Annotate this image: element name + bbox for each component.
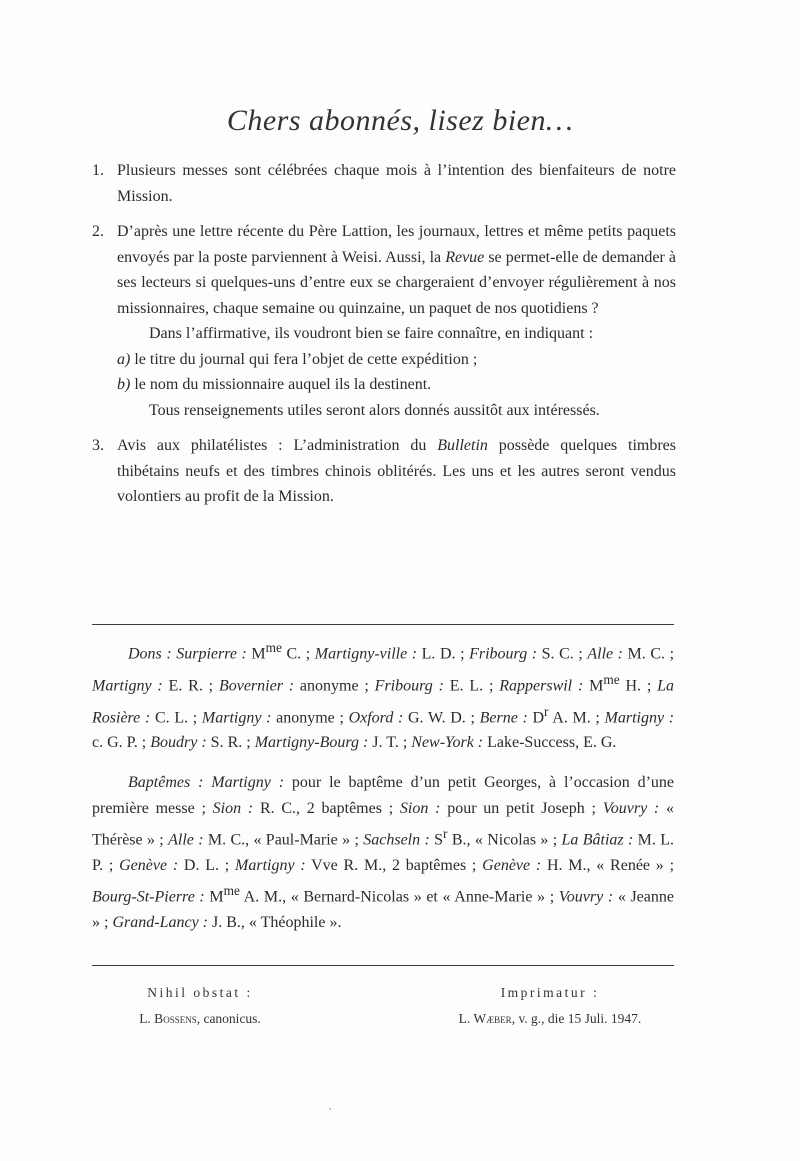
list-item <box>92 158 676 209</box>
item-number: 2. <box>92 223 104 240</box>
divider <box>92 624 674 625</box>
baptemes-paragraph: Baptêmes : Martigny : pour le baptême d’un petit Georges, à l’occasion d’une première messe ; Sion : R. C., 2 baptêmes ; Sion : pour un petit Joseph ; Vouvry : « Thérèse » ; Alle : M. C., « Paul-Marie » ; Sachseln : $S^r$ B., « Nicolas » ; La Bâtiaz : M. L. P. ; Genève : D. L. ; Martigny : Vve R. M., 2 baptêmes ; Genève : H. M., « Renée » ; Bourg-St-Pierre : $M^{me}$ A. M., « Bernard-Nicolas » et « Anne-Marie » ; Vouvry : « Jeanne » ; Grand-Lancy : J. B., « Théophile ». <box>92 774 675 932</box>
item-text: D’après une lettre récente du Père Lattion, les journaux, lettres et même petits paquets envoyés par la poste parviennent à Weisi. Aussi, la Revue se permet-elle de demander à ses lecteurs si quelques-uns d’entre eux se chargeraient d’envoyer régulièrement à nos missionnaires, chaque semaine ou quinzaine, un paquet de nos quotidiens ? Dans l’affirmative, ils voudront bien se faire connaître, en indiquant : a) le titre du journal qui fera l’objet de cette expédition ; b) le nom du missionnaire auquel ils la destinent. Tous renseignements utiles seront alors donnés aussitôt aux intéressés. <box>117 223 677 419</box>
list-item <box>92 433 676 510</box>
item-text: Plusieurs messes sont célébrées chaque mois à l’intention des bienfaiteurs de notre Mission. <box>117 162 676 205</box>
imprimatur-block: Imprimatur : L. Wæber, v. g., die 15 Juli. 1947. <box>458 985 642 1026</box>
notice-list <box>92 158 676 520</box>
page-title: Chers abonnés, lisez bien… <box>226 104 574 137</box>
item-number: 1. <box>92 162 104 179</box>
bulletin-title: Bulletin <box>437 437 488 454</box>
revue-title: Revue <box>445 248 485 266</box>
item-text: Avis aux philatélistes : L’administration du Bulletin possède quelques timbres thibétains neufs et des timbres chinois oblitérés. Les uns et les autres seront vendus volontiers au profit de la Mission. <box>117 437 676 505</box>
item-number: 3. <box>92 437 104 454</box>
nihil-obstat-block: Nihil obstat : L. Bossens, canonicus. <box>139 985 261 1026</box>
list-item <box>92 219 676 423</box>
divider <box>92 965 674 966</box>
dons-paragraph: Dons : Surpierre : $M^{me}$ C. ; Martigny-ville : L. D. ; Fribourg : S. C. ; Alle : M. C. ; Martigny : E. R. ; Bovernier : anonyme ; Fribourg : E. L. ; Rapperswil : $M^{me}$ H. ; La Rosière : C. L. ; Martigny : anonyme ; Oxford : G. W. D. ; Berne : $D^r$ A. M. ; Martigny : c. G. P. ; Boudry : S. R. ; Martigny-Bourg : J. T. ; New-York : Lake-Success, E. G. <box>92 640 675 752</box>
print-speck <box>329 1108 331 1110</box>
